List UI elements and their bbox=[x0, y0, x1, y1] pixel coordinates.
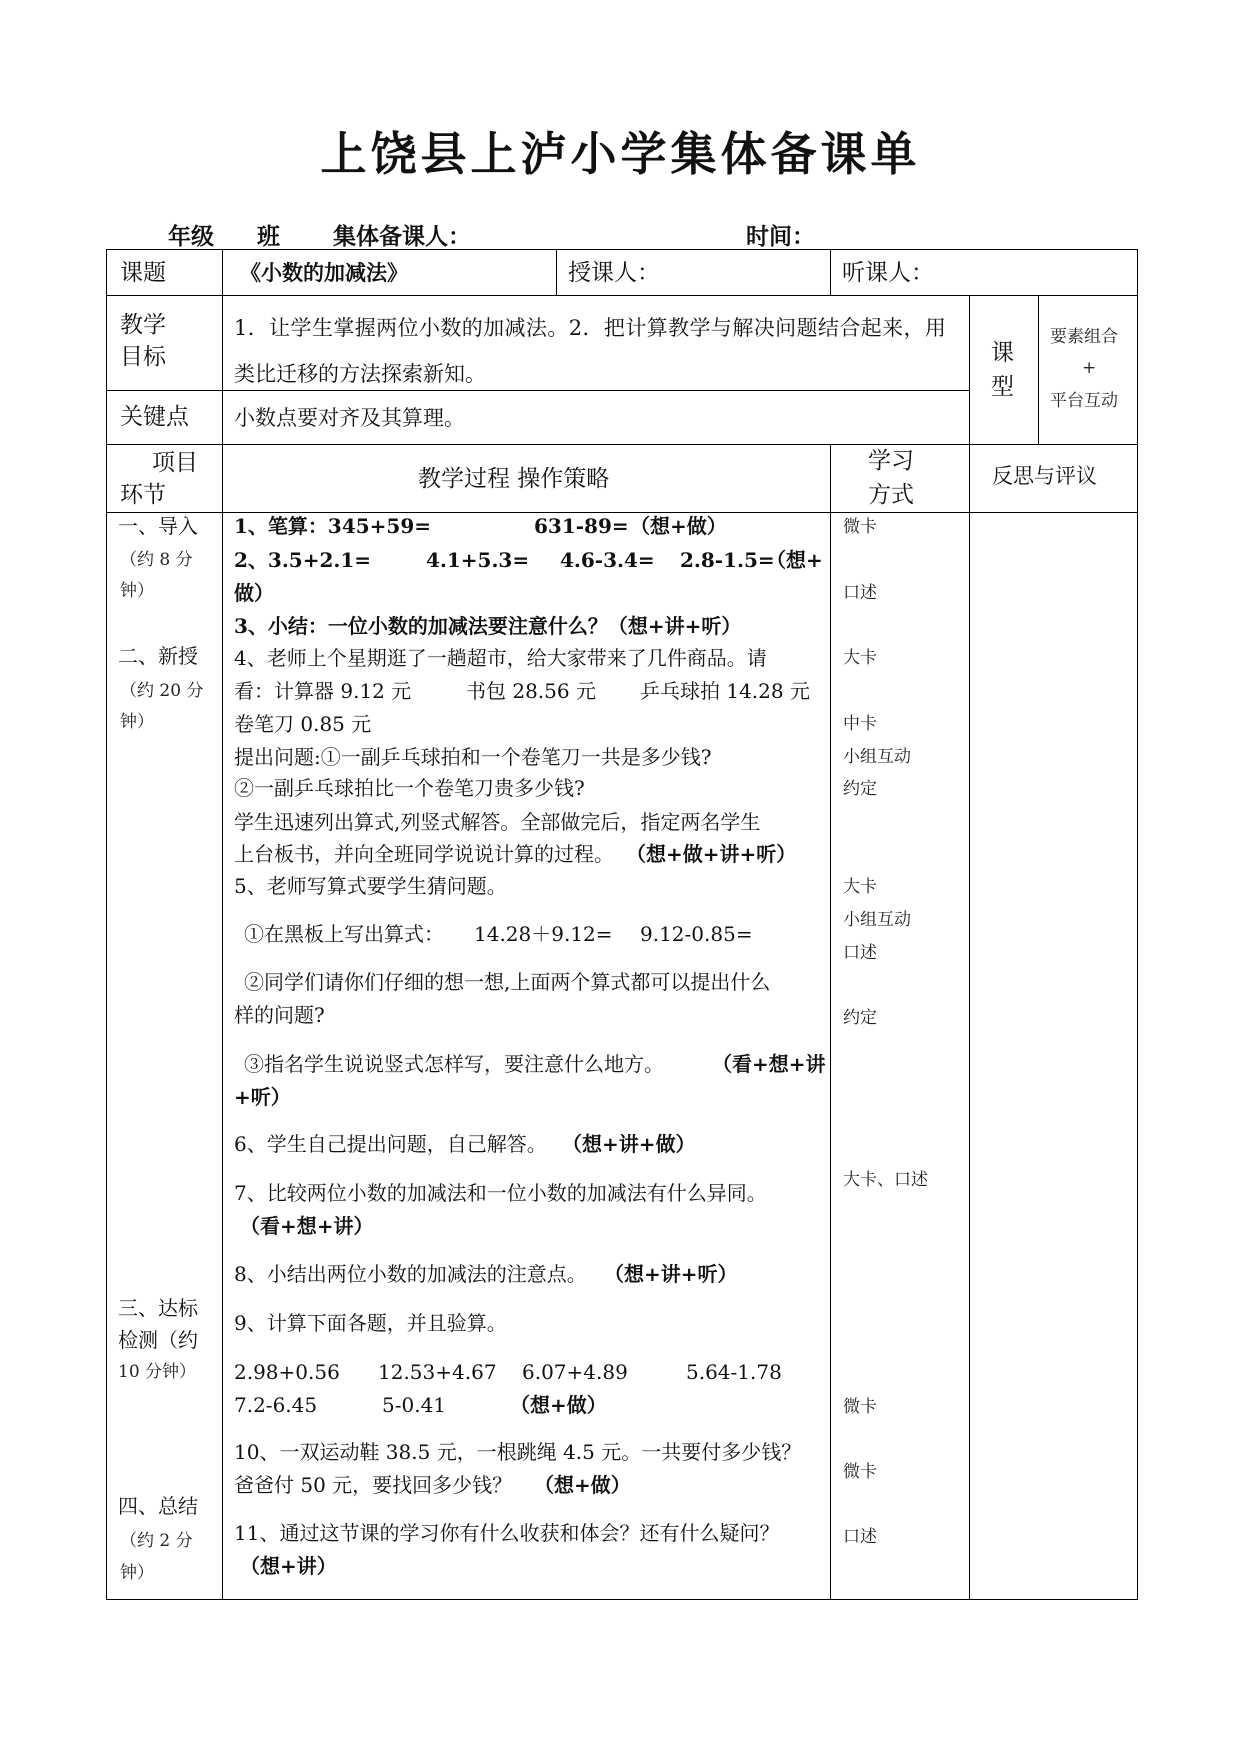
topic-value: 《小数的加减法》 bbox=[240, 260, 408, 285]
process-line: 书包 28.56 元 bbox=[466, 679, 596, 703]
col-method-2: 方式 bbox=[868, 482, 914, 508]
process-line: 7、比较两位小数的加减法和一位小数的加减法有什么异同。 bbox=[234, 1181, 767, 1205]
process-line: 5-0.41 bbox=[382, 1393, 447, 1417]
stage-intro: 一、导入 bbox=[118, 514, 198, 538]
divider bbox=[969, 295, 970, 444]
process-line: 4、老师上个星期逛了一趟超市，给大家带来了几件商品。请 bbox=[234, 646, 767, 670]
stage-intro-time-end: 钟） bbox=[120, 581, 154, 601]
process-line: （想+做+讲+听） bbox=[626, 842, 797, 866]
process-line: 12.53+4.67 bbox=[378, 1360, 497, 1384]
process-line: 3、小结：一位小数的加减法要注意什么？（想+讲+听） bbox=[234, 614, 742, 638]
process-line: 8、小结出两位小数的加减法的注意点。 bbox=[234, 1262, 587, 1286]
process-line: +听） bbox=[234, 1085, 291, 1109]
method-item: 大卡、口述 bbox=[843, 1170, 928, 1190]
process-line: ②同学们请你们仔细的想一想,上面两个算式都可以提出什么 bbox=[244, 970, 771, 994]
process-line: 上台板书，并向全班同学说说计算的过程。 bbox=[234, 842, 614, 866]
divider bbox=[969, 444, 970, 1600]
process-line: 7.2-6.45 bbox=[234, 1393, 318, 1417]
method-item: 约定 bbox=[843, 1008, 877, 1028]
process-line: 4.1+5.3= bbox=[426, 548, 530, 572]
stage-new-time-end: 钟） bbox=[120, 712, 154, 732]
divider bbox=[830, 249, 831, 295]
process-line: 10、一双运动鞋 38.5 元，一根跳绳 4.5 元。一共要付多少钱？ bbox=[234, 1440, 802, 1464]
col-method-1: 学习 bbox=[868, 448, 914, 474]
page-title: 上饶县上泸小学集体备课单 bbox=[320, 127, 921, 181]
process-line: 5、老师写算式要学生猜问题。 bbox=[234, 874, 507, 898]
process-line: 4.6-3.4= bbox=[560, 548, 655, 572]
process-line: 看：计算器 9.12 元 bbox=[234, 679, 412, 703]
process-line: （想+讲+听） bbox=[604, 1262, 738, 1286]
method-item: 微卡 bbox=[843, 1462, 877, 1482]
keypoint-label: 关键点 bbox=[120, 404, 189, 430]
divider bbox=[556, 249, 557, 295]
process-line: ①在黑板上写出算式： bbox=[244, 922, 444, 946]
objectives-line-1: 1．让学生掌握两位小数的加减法。2．把计算教学与解决问题结合起来，用 bbox=[234, 316, 947, 340]
keypoint-value: 小数点要对齐及其算理。 bbox=[234, 406, 465, 430]
divider bbox=[1038, 295, 1039, 444]
process-line: （想+做） bbox=[630, 514, 727, 538]
process-line: 14.28＋9.12= bbox=[474, 922, 613, 946]
prep-label: 集体备课人： bbox=[333, 223, 471, 250]
method-item: 大卡 bbox=[843, 877, 877, 897]
process-line: 631-89= bbox=[534, 514, 629, 538]
process-line: （看+想+讲） bbox=[240, 1214, 374, 1238]
process-line: ③指名学生说说竖式怎样写，要注意什么地方。 bbox=[244, 1052, 664, 1076]
col-process: 教学过程 操作策略 bbox=[418, 466, 610, 492]
method-item: 微卡 bbox=[843, 517, 877, 537]
stage-check: 三、达标 bbox=[118, 1296, 198, 1320]
process-line: 爸爸付 50 元，要找回多少钱？ bbox=[234, 1473, 513, 1497]
divider bbox=[830, 444, 831, 1600]
process-line: 1、笔算：345+59= bbox=[234, 514, 432, 538]
divider bbox=[222, 249, 223, 1600]
process-line: 做） bbox=[234, 581, 274, 605]
process-line: （想+讲） bbox=[240, 1554, 337, 1578]
class-label: 班 bbox=[257, 223, 280, 250]
stage-summary-time-end: 钟） bbox=[120, 1563, 154, 1583]
lesson-type-label-2: 型 bbox=[991, 374, 1014, 400]
stage-summary: 四、总结 bbox=[118, 1494, 198, 1518]
method-item: 小组互动 bbox=[843, 910, 911, 930]
stage-summary-time: （约 2 分 bbox=[120, 1531, 193, 1551]
objectives-line-2: 类比迁移的方法探索新知。 bbox=[234, 362, 486, 386]
grade-label: 年级 bbox=[168, 223, 214, 250]
listener-label: 听课人： bbox=[842, 260, 934, 286]
process-line: 样的问题? bbox=[234, 1003, 325, 1027]
lesson-type-value-3: 平台互动 bbox=[1050, 391, 1118, 411]
objectives-label-2: 目标 bbox=[120, 344, 166, 370]
topic-label: 课题 bbox=[120, 260, 166, 286]
lesson-type-label-1: 课 bbox=[991, 340, 1014, 366]
process-line: ②一副乒乓球拍比一个卷笔刀贵多少钱? bbox=[234, 776, 585, 800]
process-line: 6.07+4.89 bbox=[522, 1360, 628, 1384]
lesson-type-value-1: 要素组合 bbox=[1050, 327, 1118, 347]
stage-new-time: （约 20 分 bbox=[120, 681, 204, 701]
method-item: 口述 bbox=[843, 583, 877, 603]
process-line: （想+做） bbox=[510, 1393, 607, 1417]
method-item: 微卡 bbox=[843, 1397, 877, 1417]
teacher-label: 授课人： bbox=[568, 260, 660, 286]
process-line: 卷笔刀 0.85 元 bbox=[234, 712, 372, 736]
process-line: （想+讲+做） bbox=[562, 1132, 696, 1156]
time-label: 时间： bbox=[746, 223, 815, 250]
process-line: 9.12-0.85= bbox=[640, 922, 753, 946]
divider bbox=[106, 295, 1138, 296]
divider bbox=[106, 390, 970, 391]
method-item: 中卡 bbox=[843, 714, 877, 734]
stage-new: 二、新授 bbox=[118, 644, 198, 668]
process-line: 2.8-1.5= bbox=[680, 548, 775, 572]
process-line: 提出问题:①一副乒乓球拍和一个卷笔刀一共是多少钱? bbox=[234, 745, 712, 769]
method-item: 口述 bbox=[843, 1527, 877, 1547]
process-line: 2、3.5+2.1= bbox=[234, 548, 372, 572]
process-line: （想+做） bbox=[534, 1473, 631, 1497]
process-line: 学生迅速列出算式,列竖式解答。全部做完后，指定两名学生 bbox=[234, 810, 761, 834]
stage-check-time-end: 10 分钟） bbox=[118, 1362, 197, 1382]
stage-intro-time: （约 8 分 bbox=[120, 550, 193, 570]
process-line: （想+ bbox=[766, 548, 823, 572]
process-line: 6、学生自己提出问题，自己解答。 bbox=[234, 1132, 547, 1156]
col-stage-2: 环节 bbox=[120, 482, 166, 508]
process-line: 乒乓球拍 14.28 元 bbox=[640, 679, 810, 703]
method-item: 大卡 bbox=[843, 648, 877, 668]
col-stage-1: 项目 bbox=[152, 450, 198, 476]
method-item: 约定 bbox=[843, 779, 877, 799]
process-line: 2.98+0.56 bbox=[234, 1360, 340, 1384]
stage-check-time: 检测（约 bbox=[118, 1328, 198, 1352]
lesson-type-value-2: + bbox=[1082, 358, 1097, 378]
process-line: 9、计算下面各题，并且验算。 bbox=[234, 1311, 507, 1335]
objectives-label-1: 教学 bbox=[120, 312, 166, 338]
process-line: 11、通过这节课的学习你有什么收获和体会？还有什么疑问？ bbox=[234, 1521, 780, 1545]
divider bbox=[106, 512, 1138, 513]
divider bbox=[106, 444, 1138, 445]
method-item: 小组互动 bbox=[843, 747, 911, 767]
method-item: 口述 bbox=[843, 943, 877, 963]
process-line: 5.64-1.78 bbox=[686, 1360, 782, 1384]
col-reflection: 反思与评议 bbox=[992, 464, 1097, 488]
process-line: （看+想+讲 bbox=[712, 1052, 826, 1076]
